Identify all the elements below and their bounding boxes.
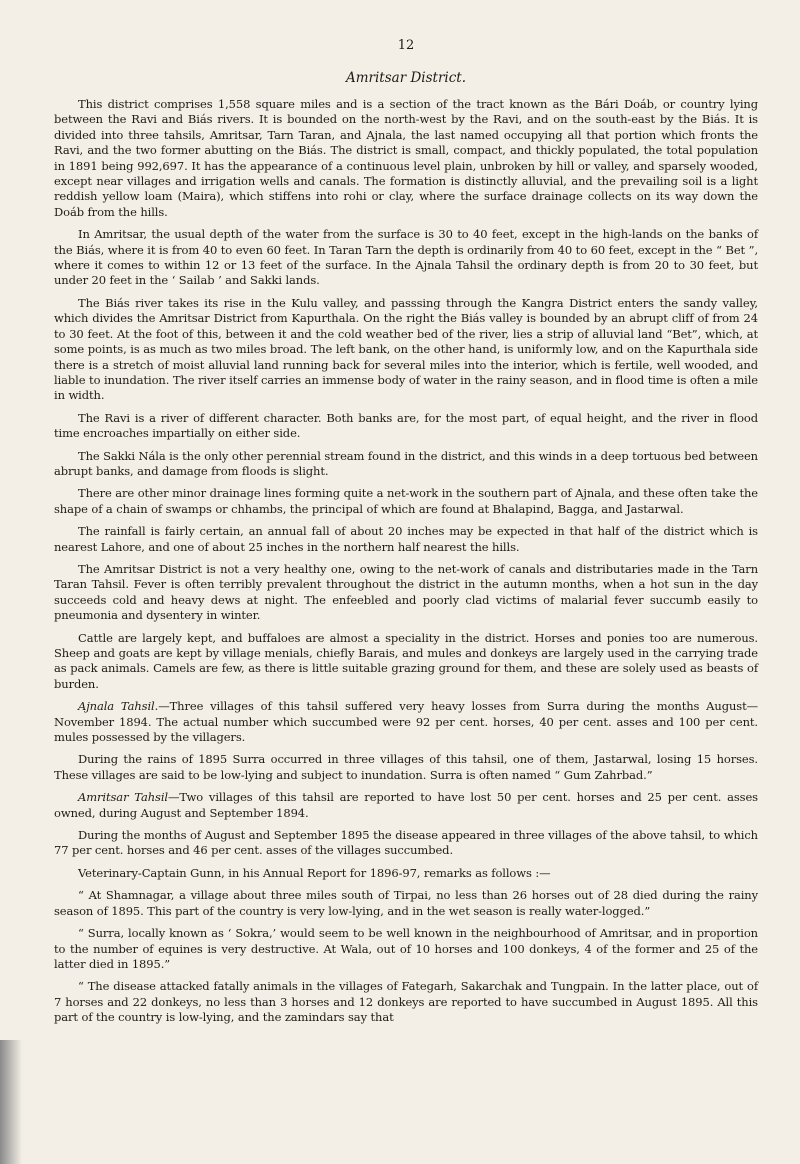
paragraph-14	[54, 866, 758, 881]
paragraph-13	[54, 828, 758, 859]
paragraph-text: During the months of August and September 1895 the disease appeared in three villages of the above tahsil, to which 77 per cent. horses and 46 per cent. asses of the villages succumbed.	[54, 828, 758, 858]
paragraph-text: The Sakki Nála is the only other perennial stream found in the district, and this winds in a deep tortuous bed between abrupt banks, and damage from floods is slight.	[54, 448, 758, 478]
paragraph-text: During the rains of 1895 Surra occurred in three villages of this tahsil, one of them, Jastarwal, losing 15 horses. These villages are said to be low-lying and subject to inundation. Surra is often named “ Gum Zahrbad.”	[54, 752, 758, 782]
paragraph-15	[54, 888, 758, 919]
paragraph-11	[54, 752, 758, 783]
paragraph-text: “ The disease attacked fatally animals in the villages of Fategarh, Sakarchak and Tungpain. In the latter place, out of 7 horses and 22 donkeys, no less than 3 horses and 12 donkeys are reported to have succumbed in August 1895. All this part of the country is low-lying, and the zamindars say that	[54, 979, 758, 1025]
paragraph-2	[54, 227, 758, 289]
paragraph-5	[54, 449, 758, 480]
paragraph-text: —Three villages of this tahsil suffered very heavy losses from Surra during the months August—November 1894. The actual number which succumbed were 92 per cent. horses, 40 per cent. asses and 100 per cent. mules possessed by the villagers.	[54, 699, 758, 745]
paragraph-text: In Amritsar, the usual depth of the water from the surface is 30 to 40 feet, except in the high-lands on the banks of the Biás, where it is from 40 to even 60 feet. In Taran Tarn the depth is ordinarily from 40 to 60 feet, except in the “ Bet ”, where it comes to within 12 or 13 feet of the surface. In the Ajnala Tahsil the ordinary depth is from 20 to 30 feet, but under 20 feet in the ‘ Sailab ’ and Sakki lands.	[54, 227, 758, 288]
paragraph-text: The Biás river takes its rise in the Kulu valley, and passsing through the Kangra District enters the sandy valley, which divides the Amritsar District from Kapurthala. On the right the Biás valley is bounded by an abrupt cliff of from 24 to 30 feet. At the foot of this, between it and the cold weather bed of the river, lies a strip of alluvial land “Bet”, which, at some points, is as much as two miles broad. The left bank, on the other hand, is uniformly low, and on the Kapurthala side there is a stretch of moist alluvial land running back for several miles into the interior, which is fertile, well wooded, and liable to inundation. The river itself carries an immense body of water in the rainy season, and in flood time is often a mile in width.	[54, 295, 758, 403]
paragraph-7	[54, 524, 758, 555]
paragraph-lead: Amritsar Tahsil	[78, 790, 168, 805]
paragraph-16	[54, 926, 758, 972]
paragraph-6	[54, 486, 758, 517]
paragraph-text: The rainfall is fairly certain, an annual fall of about 20 inches may be expected in that half of the district which is nearest Lahore, and one of about 25 inches in the northern half nearest the hills.	[54, 524, 758, 554]
page-number: 12	[397, 38, 415, 53]
paragraph-9	[54, 631, 758, 693]
paragraph-text: “ At Shamnagar, a village about three miles south of Tirpai, no less than 26 horses out of 28 died during the rainy season of 1895. This part of the country is very low-lying, and in the wet season is really water-logged.”	[54, 888, 758, 918]
paragraph-text: Veterinary-Captain Gunn, in his Annual Report for 1896-97, remarks as follows :—	[78, 865, 551, 880]
paragraph-text: The Amritsar District is not a very healthy one, owing to the net-work of canals and distributaries made in the Tarn Taran Tahsil. Fever is often terribly prevalent throughout the district in the autumn months, when a hot sun in the day succeeds cold and heavy dews at night. The enfeebled and poorly clad victims of malarial fever succumb easily to pneumonia and dysentery in winter.	[54, 561, 758, 623]
paragraph-text: Cattle are largely kept, and buffaloes are almost a speciality in the district. Horses and ponies too are numerous. Sheep and goats are kept by village menials, chiefly Barais, and mules and donkeys are largely used in the carrying trade as pack animals. Camels are few, as there is little suitable grazing ground for them, and these are solely used as beasts of burden.	[54, 630, 758, 691]
paragraph-8	[54, 562, 758, 624]
paragraph-4	[54, 411, 758, 442]
paragraph-text: —Two villages of this tahsil are reported to have lost 50 per cent. horses and 25 per cent. asses owned, during August and September 1894.	[54, 790, 758, 820]
paragraph-text: There are other minor drainage lines forming quite a net-work in the southern part of Ajnala, and these often take the shape of a chain of swamps or chhambs, the principal of which are found at Bhalapind, Bagga, and Jastarwal.	[54, 486, 758, 516]
paragraph-17	[54, 979, 758, 1025]
paragraph-10	[54, 699, 758, 745]
scan-edge-shadow	[0, 1040, 22, 1164]
paragraph-text: This district comprises 1,558 square miles and is a section of the tract known as the Bári Doáb, or country lying between the Ravi and Biás rivers. It is bounded on the north-west by the Ravi, and on the south-east by the Biás. It is divided into three tahsils, Amritsar, Tarn Taran, and Ajnala, the last named occupying all that portion which fronts the Ravi, and the two former abutting on the Biás. The district is small, compact, and thickly populated, the total population in 1891 being 992,697. It has the appearance of a continuous level plain, unbroken by hill or valley, and sparsely wooded, except near villages and irrigation wells and canals. The formation is distinctly alluvial, and the prevailing soil is a light reddish yellow loam (Maira), which stiffens into rohi or clay, where the surface drainage collects on its way down the Doáb from the hills.	[54, 97, 758, 219]
paragraph-text: The Ravi is a river of different character. Both banks are, for the most part, of equal height, and the river in flood time encroaches impartially on either side.	[54, 410, 758, 441]
paragraph-lead: Ajnala Tahsil.	[78, 699, 159, 714]
paragraph-12	[54, 790, 758, 821]
paragraph-1	[54, 97, 758, 220]
paragraph-3	[54, 296, 758, 404]
page-title: Amritsar District.	[345, 70, 466, 86]
paragraph-text: “ Surra, locally known as ‘ Sokra,’ would seem to be well known in the neighbourhood of Amritsar, and in proportion to the number of equines is very destructive. At Wala, out of 10 horses and 100 donkeys, 4 of the former and 25 of the latter died in 1895.”	[54, 926, 758, 971]
